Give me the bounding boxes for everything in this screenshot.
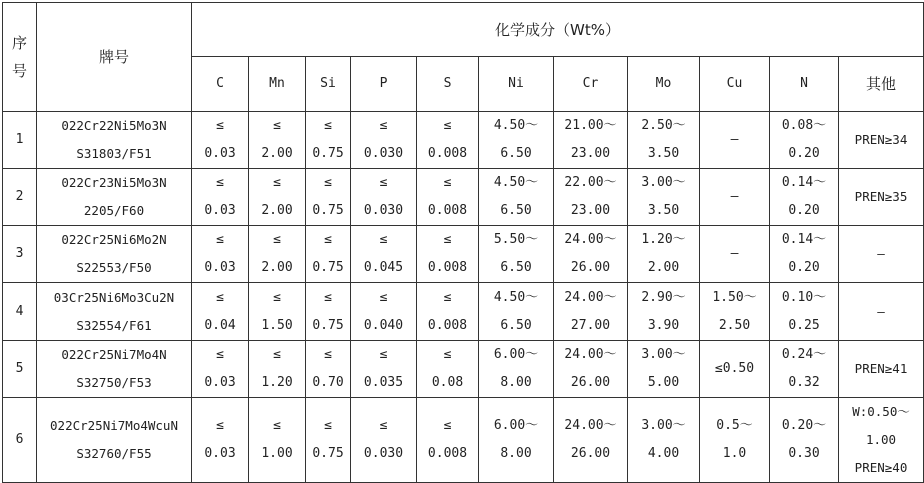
grade-cell: 022Cr23Ni5Mo3N 2205/F60 bbox=[37, 169, 192, 226]
value-cell-mn: ≤ 2.00 bbox=[249, 169, 306, 226]
value-cell-mn: ≤ 1.50 bbox=[249, 283, 306, 341]
value-cell-ni: 4.50～ 6.50 bbox=[479, 112, 554, 169]
grade-header: 牌号 bbox=[37, 3, 192, 112]
value-cell-c: ≤ 0.04 bbox=[192, 283, 249, 341]
element-header-mo: Mo bbox=[628, 57, 700, 112]
value-cell-cu: 0.5～ 1.0 bbox=[700, 398, 770, 483]
row-index: 4 bbox=[3, 283, 37, 341]
value-cell-cu: – bbox=[700, 226, 770, 283]
row-index: 6 bbox=[3, 398, 37, 483]
value-cell-ni: 5.50～ 6.50 bbox=[479, 226, 554, 283]
value-cell-si: ≤ 0.70 bbox=[306, 341, 351, 398]
value-cell-si: ≤ 0.75 bbox=[306, 169, 351, 226]
value-cell-ni: 4.50～ 6.50 bbox=[479, 283, 554, 341]
value-cell-n: 0.14～ 0.20 bbox=[770, 226, 839, 283]
value-cell-s: ≤ 0.008 bbox=[417, 283, 479, 341]
value-cell-s: ≤ 0.008 bbox=[417, 398, 479, 483]
other-cell: W:0.50～ 1.00 PREN≥40 bbox=[839, 398, 924, 483]
table-row bbox=[3, 341, 924, 398]
chemical-composition-table bbox=[2, 2, 924, 483]
value-cell-c: ≤ 0.03 bbox=[192, 341, 249, 398]
value-cell-c: ≤ 0.03 bbox=[192, 398, 249, 483]
value-cell-cr: 24.00～ 26.00 bbox=[554, 341, 628, 398]
value-cell-si: ≤ 0.75 bbox=[306, 398, 351, 483]
element-header-c: C bbox=[192, 57, 249, 112]
value-cell-n: 0.14～ 0.20 bbox=[770, 169, 839, 226]
row-index: 5 bbox=[3, 341, 37, 398]
element-header-s: S bbox=[417, 57, 479, 112]
value-cell-ni: 6.00～ 8.00 bbox=[479, 341, 554, 398]
value-cell-p: ≤ 0.045 bbox=[351, 226, 417, 283]
value-cell-mo: 3.00～ 3.50 bbox=[628, 169, 700, 226]
other-cell: – bbox=[839, 283, 924, 341]
value-cell-c: ≤ 0.03 bbox=[192, 112, 249, 169]
value-cell-mn: ≤ 1.20 bbox=[249, 341, 306, 398]
value-cell-c: ≤ 0.03 bbox=[192, 226, 249, 283]
value-cell-s: ≤ 0.008 bbox=[417, 112, 479, 169]
value-cell-p: ≤ 0.035 bbox=[351, 341, 417, 398]
value-cell-mn: ≤ 2.00 bbox=[249, 112, 306, 169]
element-header-n: N bbox=[770, 57, 839, 112]
element-header-mn: Mn bbox=[249, 57, 306, 112]
value-cell-cr: 21.00～ 23.00 bbox=[554, 112, 628, 169]
value-cell-mo: 2.90～ 3.90 bbox=[628, 283, 700, 341]
value-cell-cr: 24.00～ 26.00 bbox=[554, 226, 628, 283]
value-cell-mo: 1.20～ 2.00 bbox=[628, 226, 700, 283]
value-cell-ni: 6.00～ 8.00 bbox=[479, 398, 554, 483]
other-cell: PREN≥34 bbox=[839, 112, 924, 169]
value-cell-p: ≤ 0.040 bbox=[351, 283, 417, 341]
value-cell-cu: 1.50～ 2.50 bbox=[700, 283, 770, 341]
value-cell-n: 0.24～ 0.32 bbox=[770, 341, 839, 398]
value-cell-cu: – bbox=[700, 169, 770, 226]
element-header-cr: Cr bbox=[554, 57, 628, 112]
grade-cell: 03Cr25Ni6Mo3Cu2N S32554/F61 bbox=[37, 283, 192, 341]
value-cell-cu: – bbox=[700, 112, 770, 169]
value-cell-p: ≤ 0.030 bbox=[351, 112, 417, 169]
element-header-si: Si bbox=[306, 57, 351, 112]
value-cell-si: ≤ 0.75 bbox=[306, 283, 351, 341]
value-cell-si: ≤ 0.75 bbox=[306, 226, 351, 283]
value-cell-mo: 2.50～ 3.50 bbox=[628, 112, 700, 169]
composition-header: 化学成分（Wt%） bbox=[192, 3, 924, 57]
value-cell-mn: ≤ 1.00 bbox=[249, 398, 306, 483]
value-cell-n: 0.10～ 0.25 bbox=[770, 283, 839, 341]
value-cell-s: ≤ 0.08 bbox=[417, 341, 479, 398]
grade-cell: 022Cr25Ni6Mo2N S22553/F50 bbox=[37, 226, 192, 283]
other-cell: PREN≥35 bbox=[839, 169, 924, 226]
table-row bbox=[3, 283, 924, 341]
other-cell: – bbox=[839, 226, 924, 283]
grade-cell: 022Cr25Ni7Mo4WcuN S32760/F55 bbox=[37, 398, 192, 483]
value-cell-mo: 3.00～ 5.00 bbox=[628, 341, 700, 398]
value-cell-cr: 22.00～ 23.00 bbox=[554, 169, 628, 226]
value-cell-s: ≤ 0.008 bbox=[417, 169, 479, 226]
element-header-p: P bbox=[351, 57, 417, 112]
value-cell-si: ≤ 0.75 bbox=[306, 112, 351, 169]
value-cell-p: ≤ 0.030 bbox=[351, 398, 417, 483]
value-cell-mn: ≤ 2.00 bbox=[249, 226, 306, 283]
value-cell-p: ≤ 0.030 bbox=[351, 169, 417, 226]
other-header: 其他 bbox=[839, 57, 924, 112]
row-index: 2 bbox=[3, 169, 37, 226]
grade-cell: 022Cr25Ni7Mo4N S32750/F53 bbox=[37, 341, 192, 398]
value-cell-ni: 4.50～ 6.50 bbox=[479, 169, 554, 226]
value-cell-mo: 3.00～ 4.00 bbox=[628, 398, 700, 483]
row-index: 3 bbox=[3, 226, 37, 283]
value-cell-s: ≤ 0.008 bbox=[417, 226, 479, 283]
value-cell-n: 0.20～ 0.30 bbox=[770, 398, 839, 483]
table-row bbox=[3, 226, 924, 283]
index-header: 序 号 bbox=[3, 3, 37, 112]
table-row bbox=[3, 169, 924, 226]
element-header-ni: Ni bbox=[479, 57, 554, 112]
grade-cell: 022Cr22Ni5Mo3N S31803/F51 bbox=[37, 112, 192, 169]
other-cell: PREN≥41 bbox=[839, 341, 924, 398]
value-cell-cr: 24.00～ 27.00 bbox=[554, 283, 628, 341]
table-row bbox=[3, 398, 924, 483]
value-cell-c: ≤ 0.03 bbox=[192, 169, 249, 226]
value-cell-cr: 24.00～ 26.00 bbox=[554, 398, 628, 483]
row-index: 1 bbox=[3, 112, 37, 169]
value-cell-cu: ≤0.50 bbox=[700, 341, 770, 398]
value-cell-n: 0.08～ 0.20 bbox=[770, 112, 839, 169]
element-header-cu: Cu bbox=[700, 57, 770, 112]
table-row bbox=[3, 112, 924, 169]
